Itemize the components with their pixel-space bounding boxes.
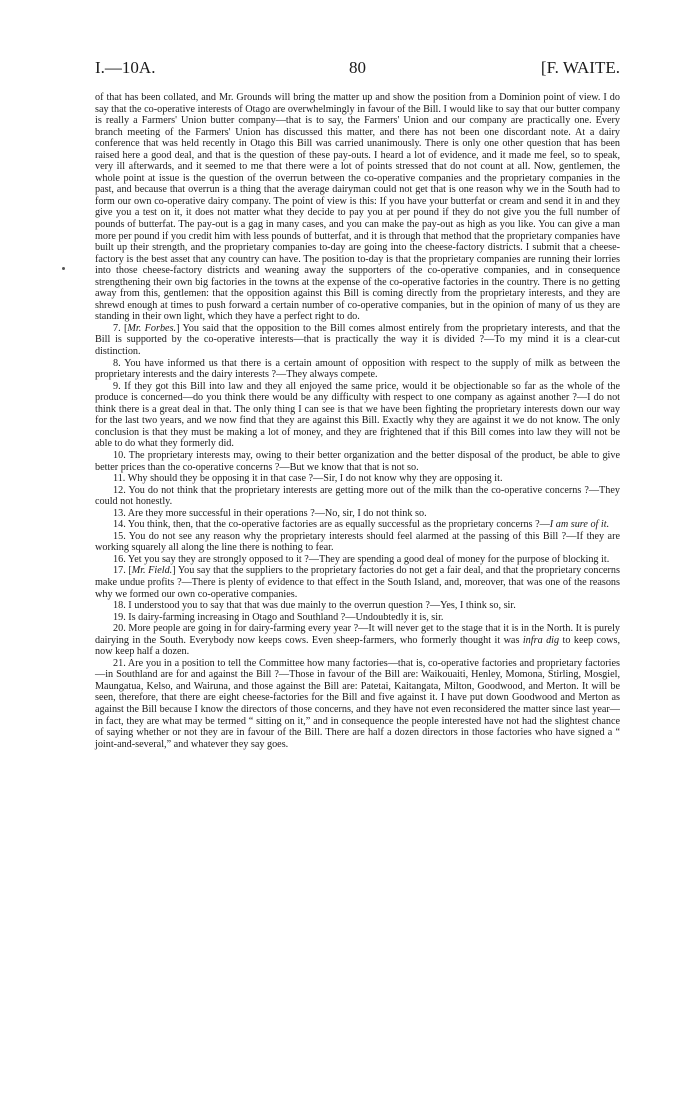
page-header <box>95 58 620 82</box>
paragraph: 9. If they got this Bill into law and they all enjoyed the same price, would it be objectionable so far as the whole of the produce is concerned—do you think there would be any difficulty with respect to one company as against another ?—I do not think there is a great deal in that. The only thing I can see is that we have been fighting the proprietary interests down our way for the last two years, and we now find that they are against this Bill. Exactly why they are against it we do not know. The only conclusion is that they must be making a lot of money, and they are frightened that if this Bill comes into law they will not be able to do what they formerly did. <box>95 380 620 450</box>
paragraph: 15. You do not see any reason why the proprietary interests should feel alarmed at the passing of this Bill ?—If they are working squarely all along the line there is nothing to fear. <box>95 530 620 554</box>
paragraph: 7. [Mr. Forbes.] You said that the opposition to the Bill comes almost entirely from the proprietary interests, and that the Bill is supported by the co-operative interests—that is practically the way it is divided ?—To my mind it is a clear-cut distinction. <box>95 322 620 358</box>
witness-name: [F. WAITE. <box>540 58 620 77</box>
paragraph: 13. Are they more successful in their operations ?—No, sir, I do not think so. <box>113 507 427 519</box>
paragraph: 21. Are you in a position to tell the Committee how many factories—that is, co-operative factories and proprietary factories—in Southland are for and against the Bill ?—Those in favour of the Bill are: Waikouaiti, Henley, Momona, Stirling, Mosgiel, Maungatua, Kelso, and Wairuna, and those against the Bill are: Patetai, Kaitangata, Milton, Goodwood, and Merton. It will be seen, therefore, that there are eight cheese-factories for the Bill and five against it. I have put down Goodwood and Merton as against the Bill because I know the directors of those concerns, and they have not even reconsidered the matter since last year—in fact, they are what may be termed “ sitting on it,” and in consequence the people interested have not had the slightest chance of saying whether or not they are in favour of the Bill. There are half a dozen directors in those factories who have signed a “ joint-and-several,” and whatever they say goes. <box>95 657 620 750</box>
page-number: 80 <box>349 58 366 77</box>
margin-mark <box>62 267 65 270</box>
document-body <box>95 92 620 750</box>
paragraph: 18. I understood you to say that that was due mainly to the overrun question ?—Yes, I think so, sir. <box>113 600 516 612</box>
paragraph: 19. Is dairy-farming increasing in Otago and Southland ?—Undoubtedly it is, sir. <box>113 611 444 623</box>
paragraph: 20. More people are going in for dairy-farming every year ?—It will never get to the stage that it is in the North. It is purely dairying in the South. Everybody now keeps cows. Even sheep-farmers, who formerly thought it was infra dig to keep cows, now keep half a dozen. <box>95 623 620 658</box>
paragraph: 17. [Mr. Field.] You say that the suppliers to the proprietary factories do not get a fair deal, and that the proprietary concerns make undue profits ?—There is plenty of evidence to that effect in the South Island, and, moreover, that was one of the reasons why we formed our own co-operative companies. <box>95 565 620 600</box>
paragraph: 10. The proprietary interests may, owing to their better organization and the better disposal of the product, be able to give better prices than the co-operative concerns ?—But we know that that is not so. <box>95 449 620 473</box>
paragraph: 16. Yet you say they are strongly opposed to it ?—They are spending a good deal of money for the purpose of blocking it. <box>113 553 610 565</box>
paragraph: 14. You think, then, that the co-operative factories are as equally successful as the proprietary concerns ?—I am sure of it. <box>113 519 610 531</box>
paragraph: of that has been collated, and Mr. Grounds will bring the matter up and show the position from a Dominion point of view. I do say that the co-operative interests of Otago are overwhelmingly in favour of the Bill. I would like to say that our butter company is really a Farmers' Union butter company—that is to say, the Farmers' Union and our company are practically one. Every branch meeting of the Farmers' Union has discussed this matter, and there has not been one discordant note. At a dairy conference that was held recently in Otago this Bill was carried unanimously. There is only one other question that has been raised here a good deal, and that is the question of these pay-outs. I heard a lot of evidence, and it made me feel, so to speak, very ill afterwards, and it seemed to me that there were a lot of points stressed that do not count at all. Now, gentlemen, the whole point at issue is the question of the overrun between the co-operative companies and the proprietary companies in the past, and because that overrun is a thing that the average dairyman could not get that is one reason why we in the South had to form our own co-operative dairy company. The point of view is this: If you have your butterfat or cream and send it in and they give you a test on it, it does not matter what they decide to pay you at per pound if they do not give you the full number of pounds of butterfat. The pay-out is a gag in many cases, and you can make the pay-out as high as you like. You can give a man more per pound if you credit him with less pounds of butterfat, and it is through that method that the proprietary companies have built up their strength, and the proprietary companies to-day are going into the cheese-factory districts. I submit that a cheese-factory is the best asset that any country can have. The position to-day is that the proprietary companies are running their lorries into those cheese-factory districts and weaning away the supporters of the co-operative companies, and in consequence strengthening their own big factories in the towns at the expense of the co-operative factories in the country. There is no getting away from this, gentlemen: that the opposition against this Bill is coming directly from the proprietary interests, and they are shrewd enough at times to push forward a certain number of co-operative companies, but in the opinion of many of us they are standing in their own light, which they have a perfect right to do. <box>95 92 620 323</box>
paragraph: 11. Why should they be opposing it in that case ?—Sir, I do not know why they are opposing it. <box>113 473 503 485</box>
paragraph: 12. You do not think that the proprietary interests are getting more out of the milk than the co-operative concerns ?—They could not honestly. <box>95 484 620 508</box>
paragraph: 8. You have informed us that there is a certain amount of opposition with respect to the supply of milk as between the proprietary interests and the dairy interests ?—They always compete. <box>95 357 620 381</box>
document-reference: I.—10A. <box>95 58 156 77</box>
